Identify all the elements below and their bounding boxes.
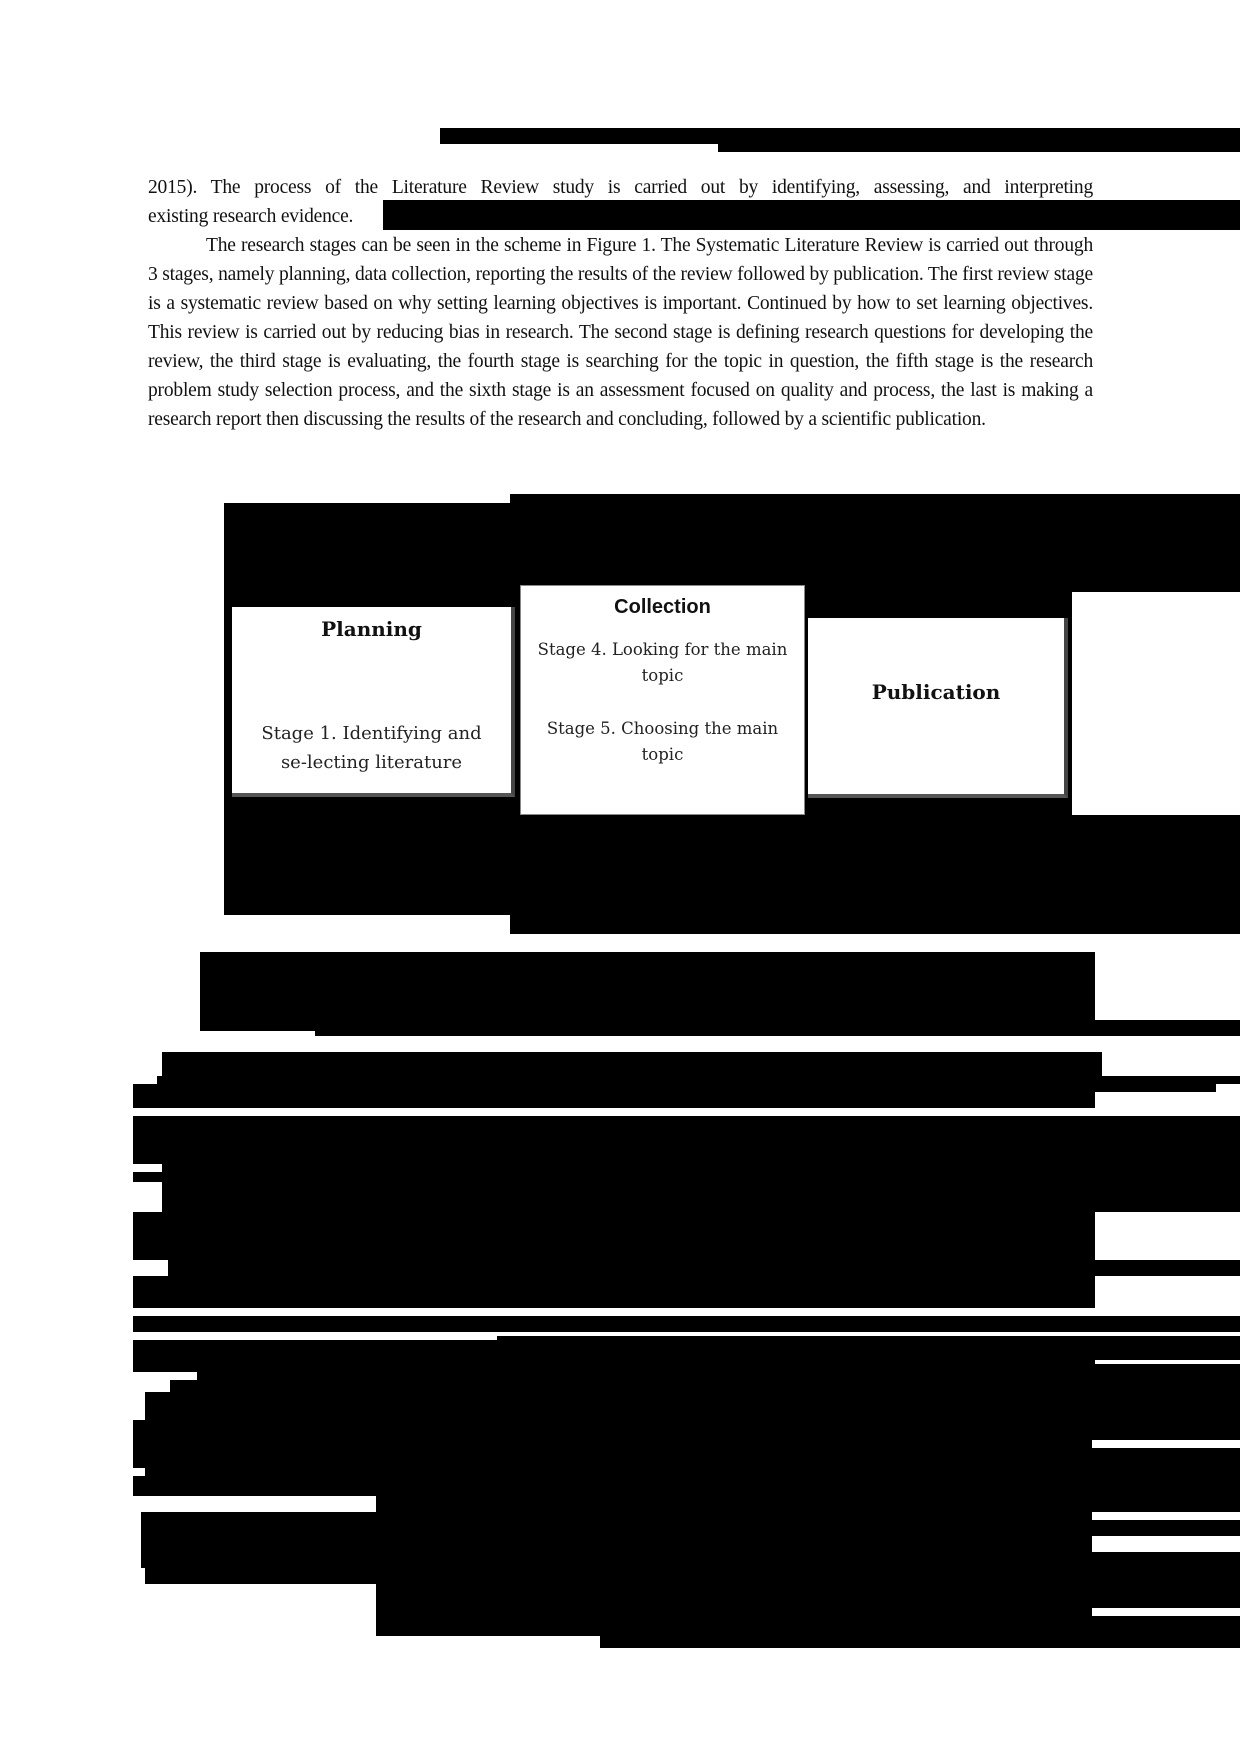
table-gap-2: [1092, 1512, 1240, 1520]
redaction-table-left-2: [141, 1440, 376, 1464]
redaction-para-11: [133, 1316, 1240, 1332]
planning-title: Planning: [321, 617, 422, 641]
redaction-para-10: [133, 1276, 1095, 1308]
redaction-para-8: [133, 1212, 1095, 1260]
collection-stage-5: Stage 5. Choosing the main topic: [546, 719, 779, 764]
redaction-para-2: [157, 1076, 1240, 1084]
redaction-para-13: [133, 1364, 1240, 1372]
redaction-para-5: [133, 1116, 1240, 1164]
redaction-para-4: [133, 1092, 1095, 1108]
redaction-para-9: [168, 1260, 1240, 1276]
redaction-table-left-4: [145, 1568, 376, 1584]
collection-stage-4: Stage 4. Looking for the main topic: [537, 640, 788, 685]
redaction-section-heading: [497, 1336, 1240, 1360]
redaction-para-1: [162, 1052, 1102, 1076]
redaction-table-left-3: [141, 1512, 376, 1568]
planning-stage-text: Stage 1. Identifying and se-lecting literature: [261, 723, 482, 773]
redaction-para-3: [133, 1084, 1216, 1092]
redaction-para-6: [162, 1164, 1240, 1212]
fourth-box-partial: [1072, 592, 1240, 815]
table-gap-3: [1092, 1536, 1240, 1552]
redaction-para-7: [133, 1172, 163, 1182]
redaction-intro-tail: [383, 200, 1240, 230]
body-paragraph: [148, 231, 1093, 434]
collection-box: [520, 585, 805, 815]
body-paragraph-text: The research stages can be seen in the scheme in Figure 1. The Systematic Literature Review is carried out through 3 stages, namely planning, data collection, reporting the results of the review followed by publication. The first review stage is a systematic review based on why setting learning objectives is important. Continued by how to set learning objectives. This review is carried out by reducing bias in research. The second stage is defining research questions for developing the review, the third stage is evaluating, the fourth stage is searching for the topic in question, the fifth stage is the research problem study selection process, and the sixth stage is an assessment focused on quality and process, the last is making a research report then discussing the results of the research and concluding, followed by a scientific publication.: [148, 235, 1093, 430]
redaction-caption-2: [315, 1020, 1240, 1036]
collection-title: Collection: [614, 596, 711, 618]
redaction-para-14: [197, 1372, 1240, 1380]
redaction-header-2: [718, 140, 1240, 152]
intro-line-1: 2015). The process of the Literature Review study is carried out by identifying, assessing, and interpreting: [148, 177, 1093, 198]
table-gap-1: [1092, 1440, 1240, 1448]
publication-box: [808, 618, 1068, 798]
intro-line-2: existing research evidence.: [148, 206, 354, 227]
planning-box: [232, 607, 515, 797]
table-gap-4: [1092, 1608, 1240, 1616]
redaction-table-header: [145, 1392, 1240, 1416]
redaction-table-col-left: [145, 1416, 375, 1432]
publication-title: Publication: [871, 680, 1001, 704]
redaction-table-bottom: [600, 1584, 1240, 1648]
